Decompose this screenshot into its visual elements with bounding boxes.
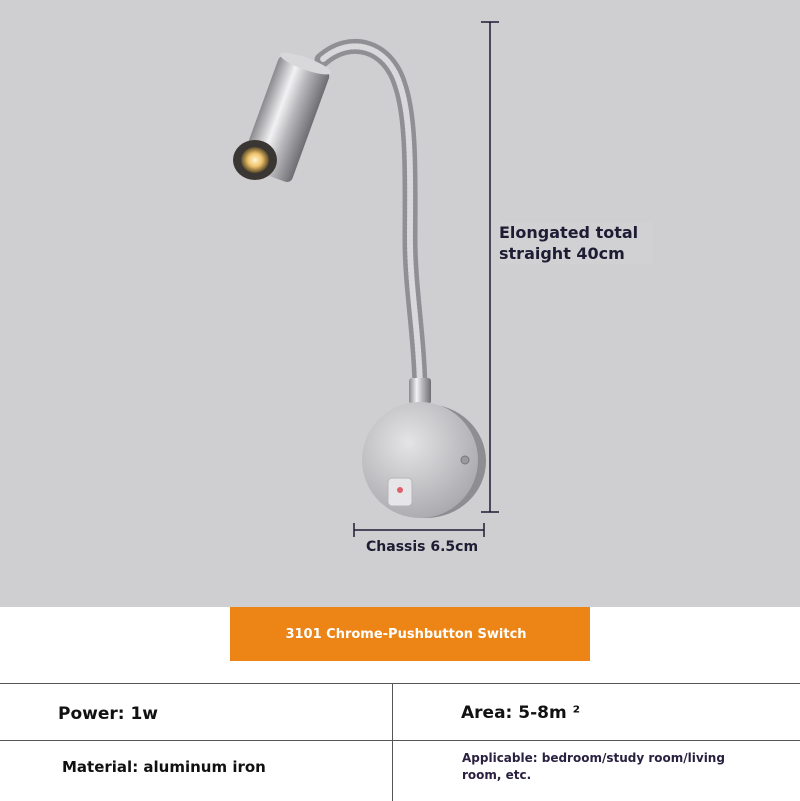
applicable-spec: Applicable: bedroom/study room/living room, etc. [462, 751, 725, 782]
height-dimension-label: Elongated total straight 40cm [499, 222, 653, 264]
power-spec: Power: 1w [58, 704, 159, 724]
spec-row [0, 684, 800, 741]
area-spec: Area: 5-8m ² [461, 703, 581, 723]
table-divider [392, 684, 393, 801]
screw-icon [461, 456, 469, 464]
led-icon [241, 147, 269, 173]
spec-table [0, 683, 800, 801]
material-spec: Material: aluminum iron [62, 758, 266, 776]
arm-connector [409, 378, 431, 404]
model-banner: 3101 Chrome-Pushbutton Switch [230, 607, 590, 661]
width-dimension-label: Chassis 6.5cm [366, 539, 479, 555]
spec-row [0, 741, 800, 801]
